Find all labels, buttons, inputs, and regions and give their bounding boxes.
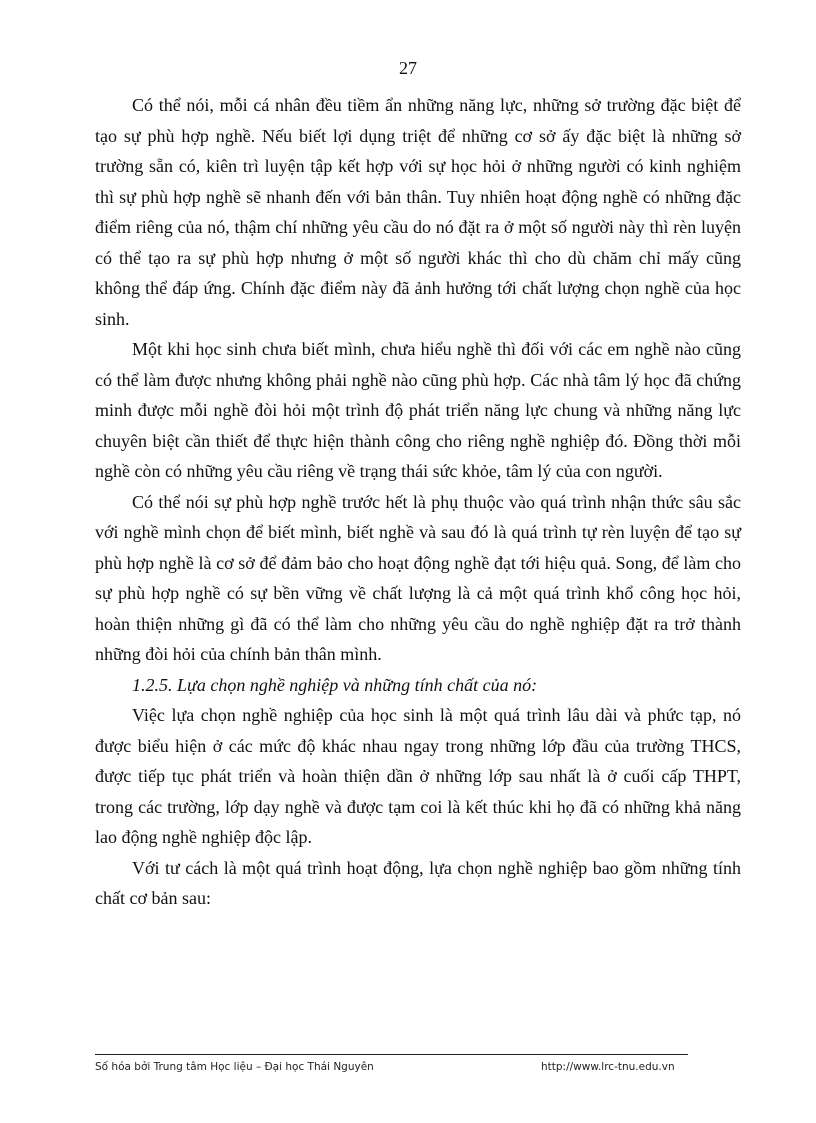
footer-url[interactable]: http://www.lrc-tnu.edu.vn xyxy=(541,1061,675,1073)
paragraph-4: Việc lựa chọn nghề nghiệp của học sinh là một quá trình lâu dài và phức tạp, nó được biểu hiện ở các mức độ khác nhau ngay trong những lớp đầu của trường THCS, được tiếp tục phát triển và hoàn thiện dần ở những lớp sau nhất là ở cuối cấp THPT, trong các trường, lớp dạy nghề và được tạm coi là kết thúc khi họ đã có những khả năng lao động nghề nghiệp độc lập. xyxy=(95,705,741,847)
footer-divider xyxy=(95,1054,688,1055)
document-body xyxy=(95,90,741,914)
paragraph-5: Với tư cách là một quá trình hoạt động, lựa chọn nghề nghiệp bao gồm những tính chất cơ bản sau: xyxy=(95,857,741,908)
section-heading: 1.2.5. Lựa chọn nghề nghiệp và những tính chất của nó: xyxy=(132,674,538,695)
page-number: 27 xyxy=(399,58,417,78)
paragraph-2: Một khi học sinh chưa biết mình, chưa hiểu nghề thì đối với các em nghề nào cũng có thể làm được nhưng không phải nghề nào cũng phù hợp. Các nhà tâm lý học đã chứng minh được mỗi nghề đòi hỏi một trình độ phát triển năng lực chung và những năng lực chuyên biệt cần thiết để thực hiện thành công cho riêng nghề nghiệp đó. Đồng thời mỗi nghề còn có những yêu cầu riêng về trạng thái sức khỏe, tâm lý của con người. xyxy=(95,339,741,481)
footer-source: Số hóa bởi Trung tâm Học liệu – Đại học Thái Nguyên xyxy=(95,1061,374,1073)
paragraph-1: Có thể nói, mỗi cá nhân đều tiềm ẩn những năng lực, những sở trường đặc biệt để tạo sự phù hợp nghề. Nếu biết lợi dụng triệt để những cơ sở ấy đặc biệt là những sở trường sẵn có, kiên trì luyện tập kết hợp với sự học hỏi ở những người có kinh nghiệm thì sự phù hợp nghề sẽ nhanh đến với bản thân. Tuy nhiên hoạt động nghề có những đặc điểm riêng của nó, thậm chí những yêu cầu do nó đặt ra ở một số người này thì rèn luyện có thể tạo ra sự phù hợp nhưng ở một số người khác thì cho dù chăm chỉ mấy cũng không thể đáp ứng. Chính đặc điểm này đã ảnh hưởng tới chất lượng chọn nghề của học sinh. xyxy=(95,95,741,329)
paragraph-3: Có thể nói sự phù hợp nghề trước hết là phụ thuộc vào quá trình nhận thức sâu sắc với nghề mình chọn để biết mình, biết nghề và sau đó là quá trình tự rèn luyện để tạo sự phù hợp nghề là cơ sở để đảm bảo cho hoạt động nghề đạt tới hiệu quả. Song, để làm cho sự phù hợp nghề có sự bền vững về chất lượng là cả một quá trình khổ công học hỏi, hoàn thiện những gì đã có thể làm cho những yêu cầu do nghề nghiệp đặt ra trở thành những đòi hỏi của chính bản thân mình. xyxy=(95,491,741,664)
